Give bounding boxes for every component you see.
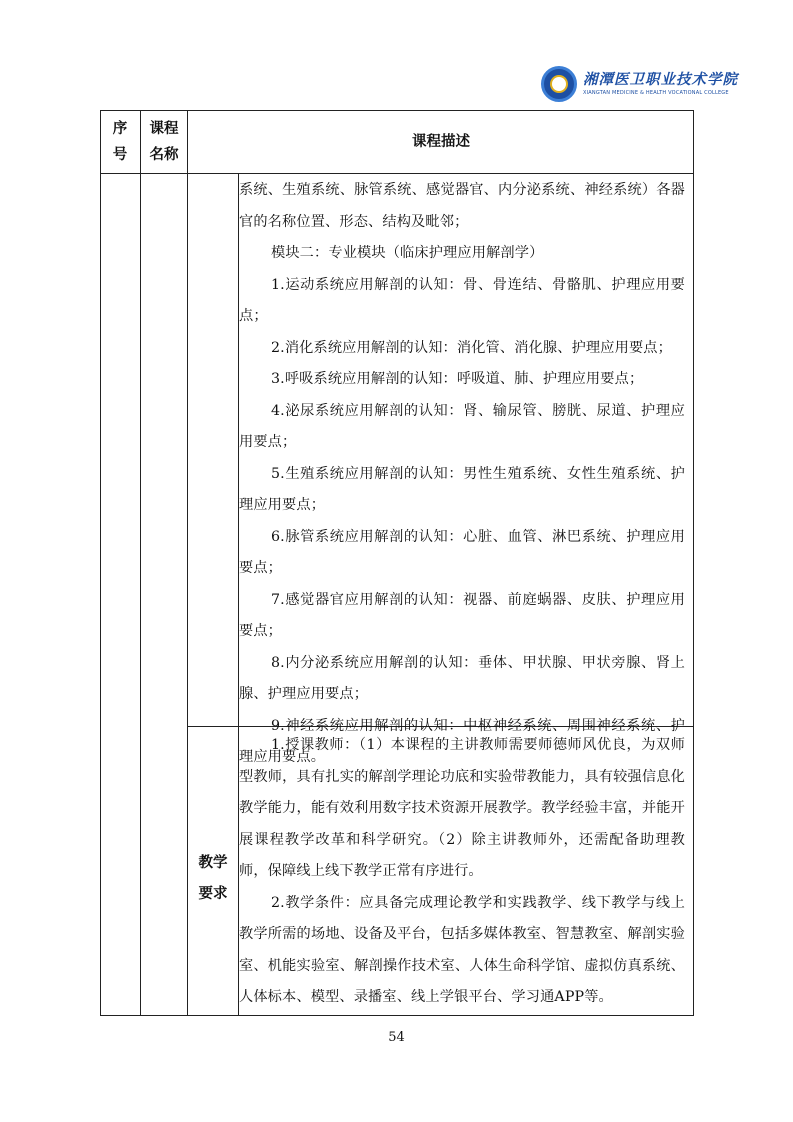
content-item: 8.内分泌系统应用解剖的认知：垂体、甲状腺、甲状旁腺、肾上腺、护理应用要点； — [239, 654, 685, 702]
content-item: 2.消化系统应用解剖的认知：消化管、消化腺、护理应用要点； — [271, 339, 672, 356]
requirement-paragraph: 1.授课教师：（1）本课程的主讲教师需要师德师风优良，为双师型教师，具有扎实的解剖学理论功底和实验带教能力，具有较强信息化教学能力，能有效利用数字技术资源开展教学。教学经验丰富，并能开展课程教学改革和科学研究。（2）除主讲教师外，还需配备助理教师，保障线上线下教学正常有序进行。 — [239, 737, 685, 879]
header-index: 序号 — [112, 121, 128, 163]
content-paragraph: 系统、生殖系统、脉管系统、感觉器官、内分泌系统、神经系统）各器官的名称位置、形态、结构及毗邻； — [239, 182, 685, 230]
teaching-requirements-text: 教学要求 — [198, 855, 228, 902]
college-logo — [537, 66, 738, 106]
header-course-name: 课程名称 — [149, 121, 179, 163]
content-item: 6.脉管系统应用解剖的认知：心脏、血管、淋巴系统、护理应用要点； — [239, 528, 685, 576]
content-item: 1.运动系统应用解剖的认知：骨、骨连结、骨骼肌、护理应用要点； — [239, 276, 685, 324]
content-item: 4.泌尿系统应用解剖的认知：肾、输尿管、膀胱、尿道、护理应用要点； — [239, 402, 685, 450]
page-number: 54 — [388, 1030, 405, 1045]
course-content — [239, 175, 685, 774]
college-emblem-icon — [541, 66, 577, 102]
college-name: 湘潭医卫职业技术学院 — [583, 71, 738, 88]
header-row-divider — [100, 173, 694, 174]
column-divider — [140, 110, 141, 1016]
requirement-paragraph: 2.教学条件：应具备完成理论教学和实践教学、线下教学与线上教学所需的场地、设备及平台，包括多媒体教室、智慧教室、解剖实验室、机能实验室、解剖操作技术室、人体生命科学馆、虚拟仿真系统、人体标本、模型、录播室、线上学银平台、学习通APP等。 — [239, 894, 685, 1005]
content-item: 3.呼吸系统应用解剖的认知：呼吸道、肺、护理应用要点； — [271, 371, 644, 387]
college-name-en: XIANGTAN MEDICINE & HEALTH VOCATIONAL COLLEGE — [583, 90, 729, 96]
content-item: 5.生殖系统应用解剖的认知：男性生殖系统、女性生殖系统、护理应用要点； — [239, 465, 685, 513]
teaching-requirements-label — [188, 848, 238, 910]
header-description: 课程描述 — [412, 134, 470, 150]
content-item: 7.感觉器官应用解剖的认知：视器、前庭蜗器、皮肤、护理应用要点； — [239, 591, 685, 639]
content-item: 9.神经系统应用解剖的认知：中枢神经系统、周围神经系统、护理应用要点。 — [239, 717, 685, 765]
teaching-requirements — [239, 730, 685, 1014]
module-heading: 模块二：专业模块（临床护理应用解剖学） — [271, 245, 544, 261]
